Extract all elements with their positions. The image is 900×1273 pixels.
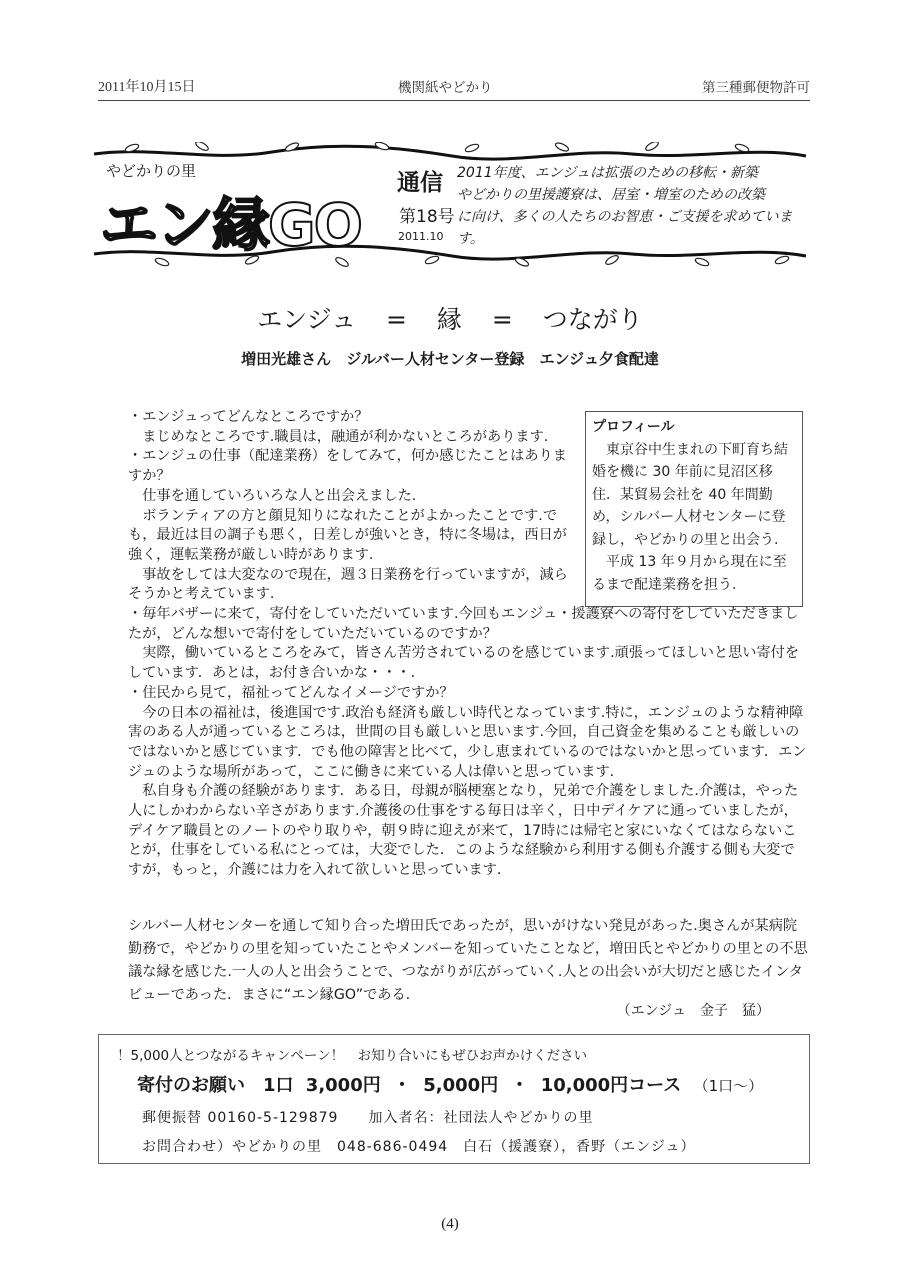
closing-paragraph: シルバー人材センターを通して知り合った増田氏であったが，思いがけない発見があった.奥さんが某病院勤務で，やどかりの里を知っていたことやメンバーを知っていたことなど，増田氏とやどかりの里との不思議な縁を感じた.一人の人と出会うことで、つながりが広がっていく.人との出会いが大切だと感じたインタビューであった．まさに“エン縁GO”である. [128, 918, 808, 1003]
interview-paragraph: ボランティアの方と顔見知りになれたことがよかったことです.でも，最近は目の調子も悪く，日差しが強いとき，特に冬場は，西日が強く，運転業務が厳しい時があります. [128, 507, 567, 563]
banner-message-line: やどかりの里援護寮は、居室・増室のための改築 [457, 187, 765, 203]
banner-message-line: に向け、多くの人たちのお智恵・ご支援を求めています。 [457, 209, 793, 247]
donation-courses: 寄付のお願い 1口 3,000円 ・ 5,000円 ・ 10,000円コース [137, 1075, 682, 1096]
interview-paragraph: 仕事を通していろいろな人と出会えました. [142, 487, 417, 504]
postal-account: 郵便振替 00160-5-129879 加入者名：社団法人やどかりの里 [142, 1110, 594, 1126]
banner-tagline: やどかりの里 [106, 162, 197, 180]
interview-paragraph: 私自身も介護の経験があります．ある日，母親が脳梗塞となり，兄弟で介護をしました.介護は，やった人にしかわからない辛さがあります.介護後の仕事をする毎日は辛く，日中デイケアに通っていましたが，デイケア職員とのノートのやり取りや，朝９時に迎えが来て，17時には帰宅と家にいなくてはならないことが，仕事をしている私にとっては，大変でした．このような経験から利用する側も介護する側も大変ですが，もっと，介護には力を入れて欲しいと思っています. [128, 783, 799, 879]
interview-wide-column [128, 605, 808, 881]
interview-paragraph: 事故をしては大変なので現在，週３日業務を行っていますが，減らそうかと考えています. [128, 566, 568, 603]
donation-box [98, 1034, 810, 1164]
profile-paragraph: 東京谷中生まれの下町育ち結婚を機に 30 年前に見沼区移住．某貿易会社を 40 年間勤め，シルバー人材センターに登録し，やどかりの里と出会う. [592, 441, 788, 548]
donation-request [137, 1071, 763, 1097]
interview-paragraph: 今の日本の福祉は，後進国です.政治も経済も厳しい時代となっています.特に，エンジュのような精神障害のある人が通っているところは，世間の目も厳しいと思います.今回，自己資金を集めることも厳しいのではないかと感じています．でも他の障害と比べて，少し恵まれているのではないかと思っています．エンジュのような場所があって，ここに働きに来ている人は偉いと思っています. [128, 704, 807, 780]
interview-paragraph: 実際，働いているところをみて，皆さん苦労されているのを感じています.頑張ってほしいと思い寄付をしています．あとは，お付き合いかな・・・. [128, 645, 800, 682]
interview-paragraph: ・エンジュってどんなところですか？ [128, 409, 369, 425]
interview-paragraph: ・住民から見て，福祉ってどんなイメージですか？ [128, 684, 454, 701]
banner-message [457, 162, 808, 250]
interview-paragraph: まじめなところです.職員は，融通が利かないところがあります. [142, 428, 549, 445]
issue-date: 2011年10月15日 [98, 80, 196, 95]
banner-subtitle: 通信 [397, 170, 443, 196]
interview-narrow-column [128, 408, 568, 605]
page-header [98, 76, 810, 101]
contact-info: お問合わせ）やどかりの里 048-686-0494 白石（援護寮），香野（エンジュ） [142, 1139, 696, 1155]
campaign-text: ！5,000人とつながるキャンペーン！ お知り合いにもぜひお声かけください [117, 1048, 588, 1064]
banner-message-line: 2011年度、エンジュは拡張のための移転・新築 [457, 165, 758, 181]
profile-title: プロフィール [592, 419, 675, 435]
interview-paragraph: ・毎年バザーに来て，寄付をしていただいています.今回もエンジュ・援護寮への寄付をしていただきましたが，どんな想いで寄付をしていただいているのですか？ [128, 606, 799, 642]
profile-paragraph: 平成 13 年９月から現在に至るまで配達業務を担う. [592, 554, 787, 593]
postal-permit: 第三種郵便物許可 [702, 80, 810, 96]
article-headline: エンジュ = 縁 = つながり [257, 305, 643, 334]
publication-name: 機関紙やどかり [398, 80, 493, 96]
banner-date: 2011.10 [398, 230, 444, 243]
newsletter-banner [92, 142, 808, 268]
interview-paragraph: ・エンジュの仕事（配達業務）をしてみて，何か感じたことはありますか？ [128, 448, 567, 485]
profile-box [585, 411, 803, 607]
closing-remarks [128, 915, 808, 1007]
banner-title: エン縁GO [100, 191, 361, 259]
article-credit: （エンジュ 金子 猛） [616, 1003, 770, 1019]
issue-number: 第18号 [399, 207, 455, 227]
article-subheadline: 増田光雄さん ジルバー人材センター登録 エンジュ夕食配達 [241, 350, 659, 368]
page-number: (4) [441, 1216, 459, 1232]
donation-note: （1口〜） [693, 1077, 764, 1095]
